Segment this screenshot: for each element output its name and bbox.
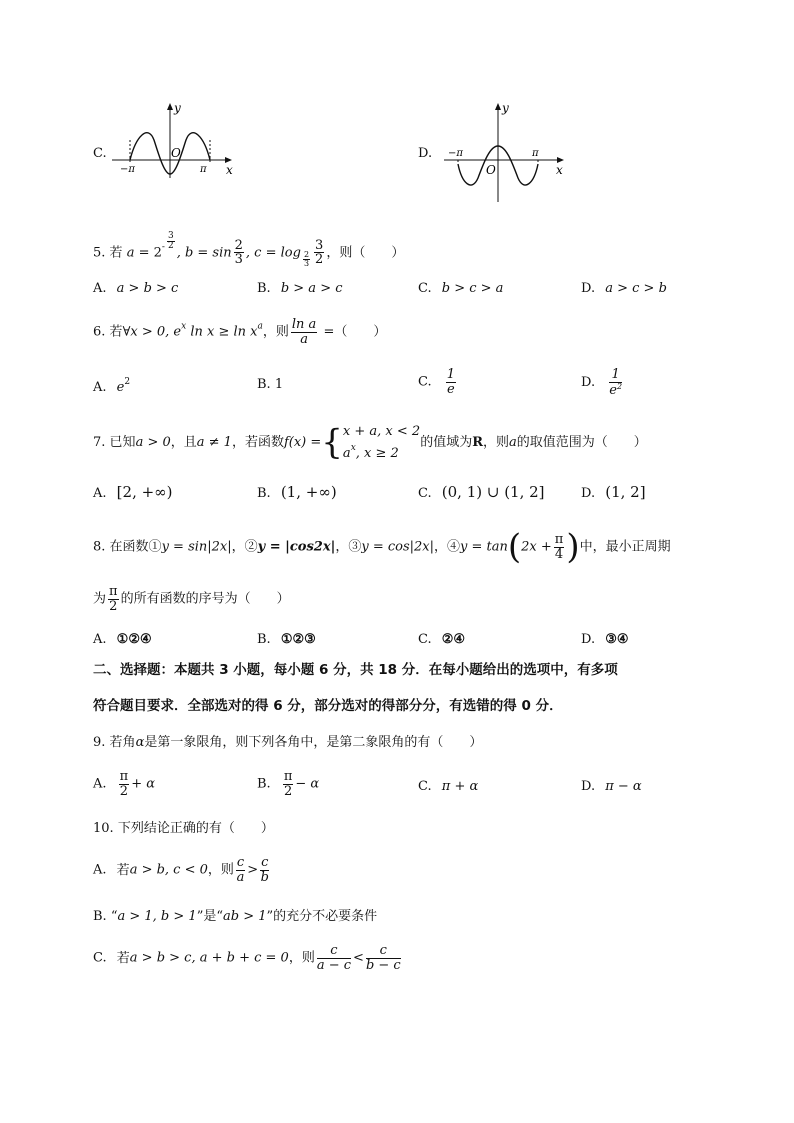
q8-option-c[interactable]: C. ②④ — [418, 632, 466, 647]
q8-sep3: ，④ — [434, 539, 461, 555]
q7-R: R — [472, 435, 484, 450]
q5-option-d[interactable]: D. a > c > b — [581, 281, 667, 296]
q8-sep1: ，② — [231, 539, 258, 555]
q7-text2: ，且 — [170, 435, 197, 450]
q8-f1: y = sin|2x| — [161, 539, 232, 555]
graph-option-c — [108, 100, 238, 180]
q5-log-base: $\frac{2}{3}$ — [303, 250, 310, 269]
q8-f4b: 2x + — [521, 539, 552, 555]
q7-number: 7. — [93, 435, 106, 450]
q10-number: 10. — [93, 821, 114, 836]
q5-c-part: , c = log — [245, 245, 301, 261]
q7-c1: a > 0 — [135, 435, 171, 450]
q10-option-b[interactable]: B. “a > 1, b > 1”是“ab > 1”的充分不必要条件 — [93, 909, 378, 924]
q6-cond-sup: x — [181, 321, 187, 332]
section-2-line1: 二、选择题：本题共 3 小题，每小题 6 分，共 18 分．在每小题给出的选项中，有多项 — [93, 662, 618, 678]
q5-option-a[interactable]: A. a > b > c — [93, 281, 179, 296]
q5-option-c[interactable]: C. b > c > a — [418, 281, 504, 296]
graph-d-origin: O — [486, 163, 496, 177]
q8-line2b: 的所有函数的序号为（ ） — [120, 591, 290, 607]
q8-text2: 中，最小正周期 — [579, 539, 671, 555]
q5-b-frac: $\frac{2}{3}$ — [234, 237, 243, 268]
q7-fx: f(x) = — [283, 435, 322, 450]
q7-option-a[interactable]: A. [2, +∞) — [93, 483, 173, 501]
q10-option-c[interactable]: C. 若a > b > c, a + b + c = 0，则 $\frac{c}{a - c}$ < $\frac{c}{b - c}$ — [93, 943, 401, 973]
option-d-label: D. — [418, 146, 433, 161]
q5-b-part: , b = sin — [176, 245, 232, 261]
section-2-line2: 符合题目要求．全部选对的得 6 分，部分选对的得部分分，有选错的得 0 分． — [93, 698, 563, 714]
q9-option-d[interactable]: D. π − α — [581, 779, 642, 794]
q7-a: a — [509, 435, 517, 450]
graph-c-origin: O — [171, 146, 181, 160]
question-9 — [93, 736, 482, 749]
q7-option-c[interactable]: C. (0, 1) ∪ (1, 2] — [418, 483, 545, 501]
graph-d-y-label: y — [502, 101, 509, 115]
q7-text4: 的值域为 — [420, 435, 473, 450]
question-10 — [93, 822, 274, 835]
graph-c-right-tick: π — [200, 164, 207, 175]
q8-option-b[interactable]: B. ①②③ — [257, 632, 316, 647]
q5-prefix: 若 — [109, 245, 123, 261]
question-7 — [93, 422, 647, 463]
q6-option-c[interactable]: C. $\frac{1}{e}$ — [418, 367, 456, 397]
q7-text3: ，若函数 — [231, 435, 284, 450]
q8-text1: 在函数① — [109, 539, 162, 555]
q7-c2: a ≠ 1 — [196, 435, 232, 450]
q5-number: 5. — [93, 245, 106, 261]
q8-f2: y = |cos2x| — [257, 539, 336, 555]
q6-cond2: ln x ≥ ln x — [186, 324, 258, 340]
q9-text1: 若角 — [109, 735, 136, 750]
q5-eq: = 2 — [134, 245, 162, 261]
q8-line2a: 为 — [93, 591, 107, 607]
q10-option-a[interactable]: A. 若a > b, c < 0，则 $\frac{c}{a}$ > $\frac{c}{b}$ — [93, 855, 269, 885]
q6-cond: ∀x > 0, e — [122, 324, 182, 340]
q6-tail: =（ ） — [319, 324, 387, 340]
q8-option-a[interactable]: A. ①②④ — [93, 632, 152, 647]
q9-option-b[interactable]: B. $\frac{\pi}{2}$ − α — [257, 769, 320, 799]
question-8-line2 — [93, 585, 290, 613]
graph-c-y-label: y — [174, 101, 181, 115]
option-c-label: C. — [93, 146, 107, 161]
q5-a: a — [126, 245, 135, 261]
q10-text: 下列结论正确的有（ ） — [117, 821, 274, 836]
q7-piecewise: { x + a, x < 2 $a^x$, x ≥ 2 — [321, 422, 421, 463]
q9-text2: 是第一象限角，则下列各角中，是第二象限角的有（ ） — [144, 735, 483, 750]
q6-number: 6. — [93, 324, 106, 340]
q6-text2: ，则 — [262, 324, 289, 340]
q8-line2-frac: $\frac{\pi}{2}$ — [109, 584, 118, 614]
graph-option-d — [440, 100, 570, 205]
q5-tail: ，则（ ） — [326, 245, 405, 261]
graph-c-x-label: x — [226, 163, 233, 177]
graph-d-x-label: x — [556, 163, 563, 177]
q8-option-d[interactable]: D. ③④ — [581, 632, 629, 647]
q6-frac: $\frac{\text{ln a}}{a}$ — [291, 317, 317, 347]
q5-exponent: $\frac{3}{2}$ — [167, 231, 174, 252]
graph-d-right-tick: π — [532, 148, 539, 159]
q9-number: 9. — [93, 735, 106, 750]
q5-c-frac: $\frac{3}{2}$ — [315, 237, 324, 268]
q6-option-d[interactable]: D. $\frac{1}{e^2}$ — [581, 367, 623, 398]
q6-option-b[interactable]: B. 1 — [257, 377, 284, 392]
question-8: 8. 在函数①y = sin|2x|，②y = |cos2x|，③y = cos|2x|，④y = tan(2x + $\frac{\pi}{4}$ )中，最小正周期 — [93, 527, 671, 567]
question-5 — [93, 232, 404, 269]
q5-exp-minus: - — [161, 242, 165, 253]
graph-c-left-tick: −π — [120, 164, 135, 175]
q7-text5: ，则 — [483, 435, 510, 450]
q9-option-a[interactable]: A. $\frac{\pi}{2}$ + α — [93, 769, 156, 799]
q9-alpha: α — [135, 735, 145, 750]
q7-option-b[interactable]: B. (1, +∞) — [257, 483, 337, 501]
q6-text1: 若 — [109, 324, 123, 340]
q8-f3: y = cos|2x| — [361, 539, 434, 555]
question-6 — [93, 318, 386, 346]
q7-text6: 的取值范围为（ ） — [516, 435, 647, 450]
q6-option-a[interactable]: A. $e^2$ — [93, 377, 131, 395]
q8-sep2: ，③ — [335, 539, 362, 555]
q7-option-d[interactable]: D. (1, 2] — [581, 483, 646, 501]
q8-number: 8. — [93, 539, 106, 555]
q7-text1: 已知 — [109, 435, 136, 450]
q9-option-c[interactable]: C. π + α — [418, 779, 479, 794]
q8-f4-frac: $\frac{\pi}{4}$ — [554, 531, 564, 562]
graph-d-left-tick: −π — [448, 148, 463, 159]
q8-f4a: y = tan — [460, 539, 508, 555]
q5-option-b[interactable]: B. b > a > c — [257, 281, 343, 296]
q6-cond2-sup: a — [257, 321, 263, 332]
